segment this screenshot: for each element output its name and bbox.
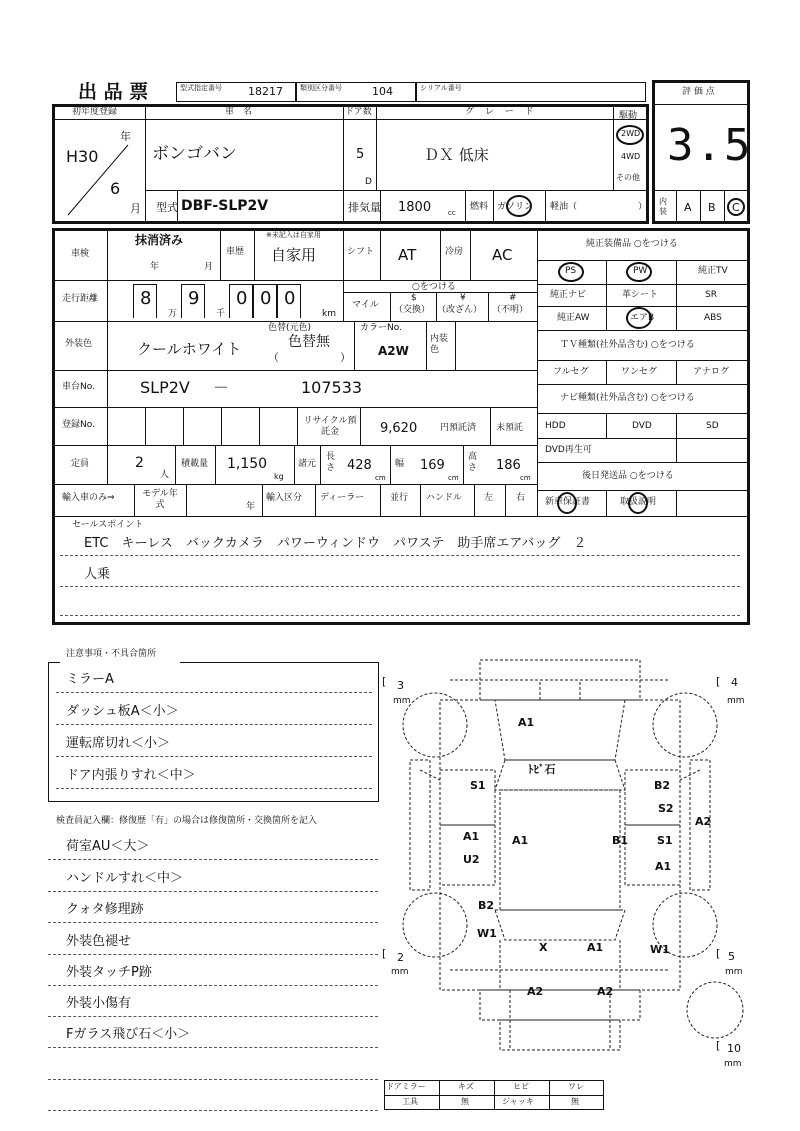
displacement-label: 排気量 — [348, 201, 381, 214]
chassis-label: 車台No. — [62, 382, 95, 392]
serial-label: シリアル番号 — [420, 84, 462, 92]
damage-rear-bumper-right: A2 — [597, 985, 614, 998]
equip-leather: 革シート — [622, 290, 659, 300]
height-unit: cm — [520, 474, 531, 482]
damage-rear-left-door-u: U2 — [463, 853, 480, 866]
length-unit: cm — [375, 474, 386, 482]
sales-label: セールスポイント — [72, 520, 144, 530]
import-label: 輸入車のみ⇒ — [62, 493, 115, 503]
type-number-value: 18217 — [248, 85, 283, 98]
sales-line-2: 人乗 — [84, 567, 111, 582]
usage-value: 自家用 — [271, 246, 317, 264]
mileage-digit-4: 0 — [260, 288, 272, 309]
mileage-unit-sen: 千 — [216, 309, 226, 319]
inspection-value: 抹消済み — [135, 233, 184, 247]
damage-rear-x: X — [539, 941, 548, 954]
damage-front-right-door-b: B2 — [654, 779, 671, 792]
width-label: 幅 — [395, 459, 405, 469]
usage-label: 車歴 — [226, 247, 245, 257]
navi-dvd-play: DVD再生可 — [545, 445, 592, 455]
damage-rear-bumper-left: A2 — [527, 985, 544, 998]
drive-4wd: 4WD — [621, 152, 641, 161]
damage-rear-a: A1 — [587, 941, 604, 954]
inspection-year: 年 — [150, 262, 160, 272]
legend-row-1: 工具 — [402, 1097, 418, 1106]
width-unit: cm — [448, 474, 459, 482]
mileage-opt1: （交換） — [394, 305, 431, 315]
navi-title: ナビ種類(社外品含む) ○をつける — [560, 393, 695, 403]
drive-other: その他 — [616, 173, 640, 182]
legend-header-2: キズ — [458, 1082, 474, 1091]
mileage-opt1-symbol: $ — [411, 293, 417, 303]
inspector-item-5: 外装タッチP跡 — [66, 965, 152, 980]
ac-label: 冷房 — [445, 247, 464, 257]
color-paren-open: （ — [268, 351, 279, 364]
navi-hdd: HDD — [545, 421, 566, 431]
equip-airbag-circle — [626, 307, 655, 329]
mileage-mile: マイル — [352, 300, 379, 310]
later-warranty: 新車保証書 — [545, 497, 591, 507]
doors-label: ドア数 — [345, 107, 372, 117]
mileage-opt2: （改ざん） — [437, 305, 483, 315]
recycle-value: 9,620 — [380, 421, 418, 436]
car-name-label: 車 名 — [225, 107, 253, 117]
chassis-prefix: SLP2V — [140, 378, 190, 397]
equip-pw-circle — [626, 262, 652, 282]
note-1: ミラーA — [66, 672, 114, 687]
length-label: 長さ — [326, 452, 336, 473]
damage-front-right-door-s: S2 — [658, 802, 674, 815]
damage-rear-right-door-a: A1 — [655, 860, 672, 873]
registration-era: H30 — [66, 147, 99, 166]
navi-dvd: DVD — [632, 421, 652, 431]
tv-fullseg: フルセグ — [553, 367, 589, 377]
later-title: 後日発送品 ○をつける — [582, 471, 674, 481]
recycle-none: 未預託 — [496, 423, 524, 433]
mileage-digit-2: 9 — [188, 288, 200, 309]
inspection-label: 車検 — [71, 249, 90, 259]
mileage-opt3-symbol: # — [509, 293, 517, 303]
doors-suffix: D — [365, 177, 372, 187]
tire-spare-value: 10 — [727, 1042, 741, 1055]
equip-aw: 純正AW — [557, 313, 590, 323]
tv-analog: アナログ — [693, 367, 730, 377]
mileage-circle-note: ○をつける — [412, 282, 456, 292]
displacement-value: 1800 — [398, 200, 432, 215]
capacity-value: 2 — [135, 455, 144, 471]
tire-rr-value: 5 — [728, 950, 735, 963]
interior-c-circle — [727, 198, 745, 216]
registration-label: 初年度登録 — [72, 107, 118, 117]
color-code: A2W — [378, 344, 409, 358]
mileage-label: 走行距離 — [62, 294, 99, 304]
chassis-dash: － — [213, 378, 230, 397]
equipment-title: 純正装備品 ○をつける — [586, 239, 678, 249]
interior-c: C — [732, 201, 740, 214]
import-parallel: 並行 — [390, 493, 409, 503]
shift-label: シフト — [347, 247, 375, 257]
damage-roof-right: B1 — [612, 834, 629, 847]
navi-sd: SD — [706, 421, 719, 431]
legend-row-3: ジャッキ — [502, 1097, 534, 1106]
doors-value: 5 — [356, 147, 365, 162]
equip-pw: PW — [633, 266, 648, 276]
mileage-unit-man: 万 — [168, 309, 178, 319]
import-dealer: ディーラー — [320, 493, 365, 503]
width-value: 169 — [420, 458, 445, 473]
registration-year-unit: 年 — [120, 130, 131, 143]
type-number-label: 型式指定番号 — [180, 84, 222, 92]
mileage-digit-5: 0 — [284, 288, 296, 309]
shift-value: AT — [398, 246, 417, 264]
interior-a: A — [684, 201, 692, 214]
car-name: ボンゴバン — [152, 144, 237, 164]
capacity-label: 定員 — [71, 459, 90, 469]
import-left: 左 — [484, 493, 494, 503]
usage-note: ※未記入は自家用 — [266, 231, 321, 239]
color-code-label: カラーNo. — [360, 323, 402, 333]
import-handle: ハンドル — [426, 493, 463, 503]
notes-label: 注意事項・不具合箇所 — [66, 649, 157, 659]
form-title: 出 品 票 — [78, 81, 149, 103]
damage-roof-left: A1 — [512, 834, 529, 847]
tv-title: ＴＶ種類(社外品含む) ○をつける — [560, 340, 695, 350]
registration-slash — [58, 140, 138, 220]
legend-row-2: 無 — [461, 1097, 469, 1106]
drive-2wd-circle — [616, 125, 644, 145]
class-number-label: 類別区分番号 — [300, 84, 342, 92]
registration-month-unit: 月 — [130, 202, 141, 215]
fuel-close: ） — [638, 202, 648, 212]
inspector-item-2: ハンドルすれ＜中＞ — [66, 871, 184, 886]
tire-rr-bracket: [ — [716, 947, 721, 960]
tire-spare-unit: mm — [724, 1059, 742, 1069]
inspector-item-1: 荷室AU＜大＞ — [66, 839, 150, 854]
damage-rear-right-wheel: W1 — [650, 943, 670, 956]
inspector-item-6: 外装小傷有 — [66, 996, 132, 1011]
interior-color-label: 内装色 — [430, 334, 449, 355]
score-label: 評 価 点 — [682, 87, 715, 97]
tire-fr-value: 4 — [731, 676, 738, 689]
damage-front-left-door: S1 — [470, 779, 486, 792]
tv-oneseg: ワンセグ — [621, 367, 658, 377]
color-label: 外装色 — [65, 339, 93, 349]
mileage-digit-3: 0 — [236, 288, 248, 309]
fuel-gas: ガソリン — [497, 202, 534, 212]
equip-sr: SR — [705, 290, 717, 300]
tire-rl-bracket: [ — [382, 947, 387, 960]
load-label: 積載量 — [181, 459, 209, 469]
interior-b: B — [708, 201, 716, 214]
later-warranty-circle — [557, 492, 577, 514]
mileage-unit: km — [322, 309, 336, 319]
chassis-number: 107533 — [301, 378, 363, 397]
damage-windshield: ﾄﾋﾞ石 — [528, 763, 556, 776]
inspection-month: 月 — [204, 262, 214, 272]
tire-fl-unit: mm — [393, 696, 411, 706]
reg-no-label: 登録No. — [62, 420, 95, 430]
fuel-label: 燃料 — [470, 202, 489, 212]
dimensions-label: 諸元 — [298, 459, 317, 469]
car-damage-diagram — [380, 640, 760, 1080]
fuel-gas-circle — [506, 195, 532, 217]
equip-tv: 純正TV — [698, 266, 728, 276]
interior-label: 内装 — [659, 197, 667, 216]
inspector-item-3: クォタ修理跡 — [66, 902, 144, 917]
drive-label: 駆動 — [619, 111, 638, 121]
legend-header-1: ドアミラー — [386, 1082, 426, 1091]
inspector-label: 検査員記入欄：修復歴「有」の場合は修復箇所・交換箇所を記入 — [56, 816, 318, 826]
damage-rear-left-quarter: B2 — [478, 899, 495, 912]
tire-spare-bracket: [ — [716, 1039, 721, 1052]
inspector-item-4: 外装色褪せ — [66, 934, 132, 949]
model-label: 型式 — [156, 201, 178, 214]
later-manual-circle — [628, 492, 648, 514]
score-value: 3.5 — [667, 120, 753, 171]
tire-fr-unit: mm — [727, 696, 745, 706]
import-right: 右 — [516, 493, 526, 503]
equip-airbag: エアB — [630, 313, 655, 323]
damage-rear-left-door-a: A1 — [463, 830, 480, 843]
later-manual: 取扱説明 — [620, 497, 657, 507]
tire-rl-value: 2 — [397, 951, 404, 964]
tire-rl-unit: mm — [391, 967, 409, 977]
damage-rear-left-wheel: W1 — [477, 927, 497, 940]
color-value: クールホワイト — [137, 340, 242, 358]
damage-rear-right-door-s: S1 — [657, 834, 673, 847]
note-2: ダッシュ板A＜小＞ — [66, 704, 179, 719]
fuel-light: 軽油（ — [550, 202, 578, 212]
import-class-label: 輸入区分 — [266, 493, 303, 503]
drive-2wd: 2WD — [621, 129, 641, 138]
grade-value: ＤＸ 低床 — [424, 146, 489, 164]
color-change-value: 色替無 — [288, 334, 330, 350]
inspector-item-7: Fガラス飛び石＜小＞ — [66, 1027, 191, 1042]
load-unit: kg — [274, 472, 284, 481]
load-value: 1,150 — [227, 456, 268, 472]
equip-ps: PS — [565, 266, 577, 276]
tire-fl-bracket: [ — [382, 675, 387, 688]
tire-rr-unit: mm — [725, 967, 743, 977]
color-paren-close: ） — [340, 351, 351, 364]
model-year-unit: 年 — [246, 502, 256, 512]
recycle-label: リサイクル預託金 — [303, 416, 357, 437]
mileage-digit-1: 8 — [140, 288, 152, 309]
mileage-opt3: （不明） — [492, 305, 529, 315]
length-value: 428 — [347, 458, 372, 473]
note-4: ドア内張りすれ＜中＞ — [66, 768, 196, 783]
ac-value: AC — [492, 246, 513, 264]
tire-fl-value: 3 — [397, 679, 404, 692]
model-year-label: モデル年式 — [142, 489, 178, 510]
recycle-unit: 円預託済 — [440, 423, 477, 433]
height-value: 186 — [496, 458, 521, 473]
mileage-opt2-symbol: ¥ — [460, 293, 466, 303]
equip-navi: 純正ナビ — [550, 290, 587, 300]
note-3: 運転席切れ＜小＞ — [66, 736, 171, 751]
legend-row-4: 無 — [571, 1097, 579, 1106]
grade-label: グ レ ー ド — [465, 107, 538, 117]
registration-month: 6 — [110, 179, 121, 198]
capacity-unit: 人 — [160, 470, 170, 480]
damage-right-side: A2 — [695, 815, 712, 828]
height-label: 高さ — [468, 452, 478, 473]
equip-ps-circle — [558, 262, 584, 282]
class-number-value: 104 — [372, 85, 393, 98]
legend-header-4: ワレ — [568, 1082, 584, 1091]
color-change-label: 色替(元色) — [268, 323, 312, 333]
sales-line-1: ETC キーレス バックカメラ パワーウィンドウ パワステ 助手席エアバッグ ２ — [84, 536, 587, 551]
damage-hood: A1 — [518, 716, 535, 729]
tire-fr-bracket: [ — [716, 675, 721, 688]
model-value: DBF-SLP2V — [181, 198, 269, 214]
displacement-unit: cc — [448, 209, 456, 217]
equip-abs: ABS — [704, 313, 722, 323]
legend-header-3: ヒビ — [513, 1082, 529, 1091]
